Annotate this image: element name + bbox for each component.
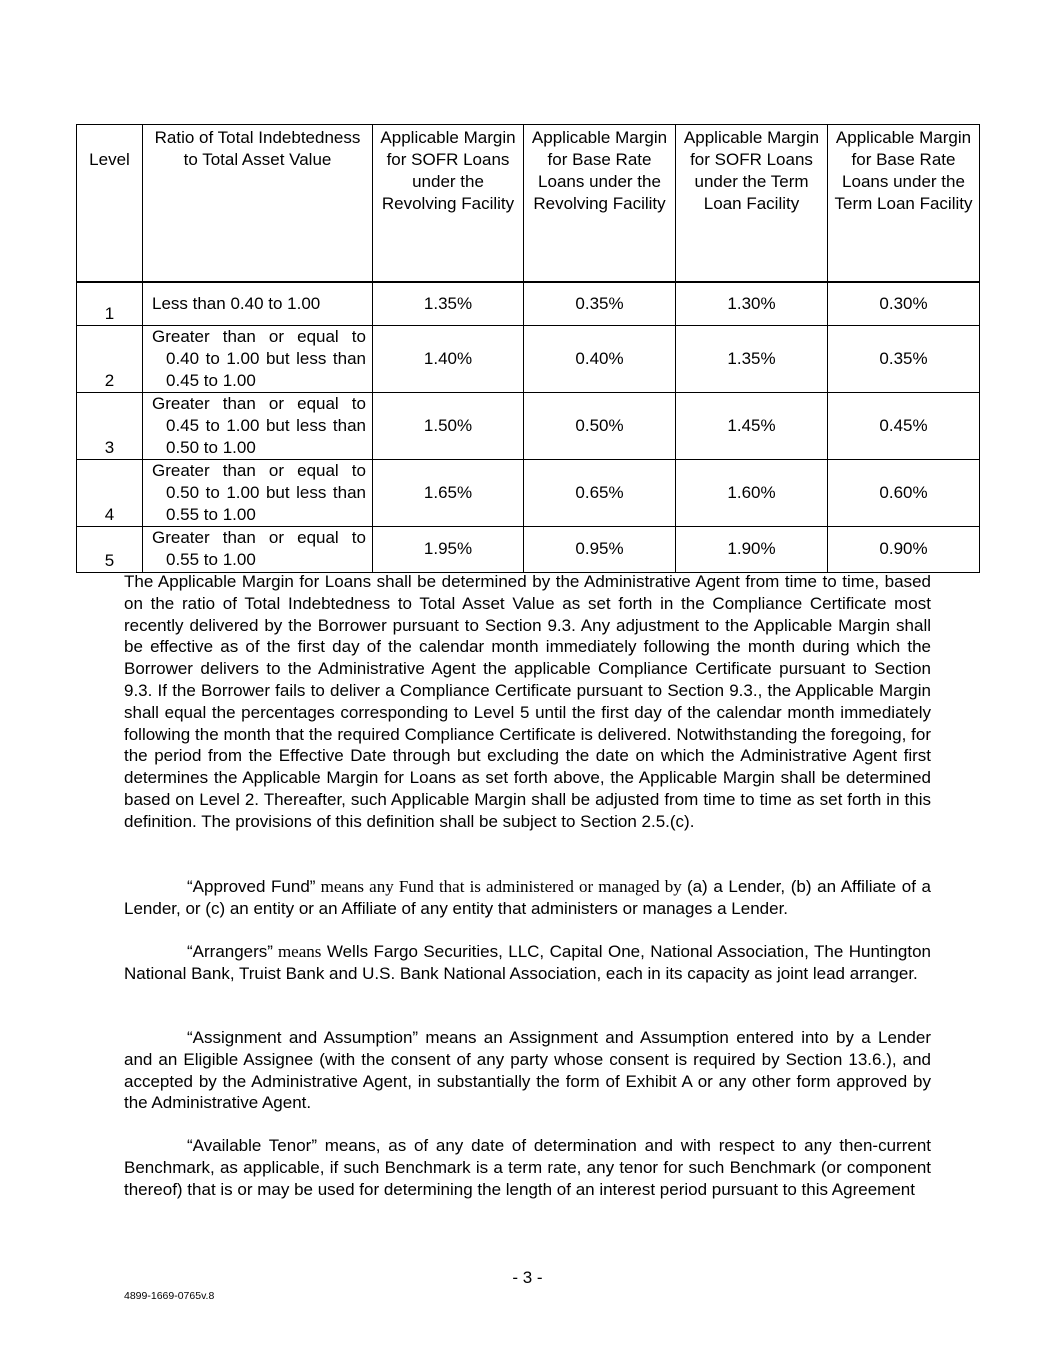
- level-cell: 4: [77, 459, 143, 526]
- page-number: - 3 -: [512, 1268, 543, 1287]
- ratio-text-rest: 0.55 to 1.00: [166, 549, 256, 569]
- ratio-cell: [143, 282, 373, 325]
- base-revolving-cell: 0.65%: [524, 459, 676, 526]
- sofr-term-cell: 1.30%: [676, 282, 828, 325]
- base-revolving-cell: 0.40%: [524, 325, 676, 392]
- assignment-definition: [124, 1027, 931, 1114]
- table-row: [77, 325, 980, 392]
- approved-fund-body: (a) a Lender, (b) an Affiliate of a Lender, or (c) an entity or an Affiliate of any entity that administers or manages a Lender.: [124, 877, 931, 918]
- base-term-cell: 0.35%: [828, 325, 980, 392]
- header-base-revolving: Applicable Margin for Base Rate Loans under the Revolving Facility: [524, 125, 676, 283]
- ratio-text-rest: 0.45 to 1.00 but less than 0.50 to 1.00: [166, 415, 366, 457]
- base-revolving-cell: 0.35%: [524, 282, 676, 325]
- ratio-cell: [143, 325, 373, 392]
- header-base-term: Applicable Margin for Base Rate Loans under the Term Loan Facility: [828, 125, 980, 283]
- arrangers-term: “Arrangers”: [187, 942, 273, 961]
- header-sofr-term: Applicable Margin for SOFR Loans under the Term Loan Facility: [676, 125, 828, 283]
- arrangers-body: Wells Fargo Securities, LLC, Capital One, National Association, The Huntington National Bank, Truist Bank and U.S. Bank National Association, each in its capacity as joint lead arranger.: [124, 942, 931, 983]
- available-tenor-body: means, as of any date of determination and with respect to any then-current Benchmark, as applicable, if such Benchmark is a term rate, any tenor for such Benchmark (or component thereof) that is or may be used for determining the length of an interest period pursuant to this Agreement: [124, 1136, 931, 1199]
- document-id: 4899-1669-0765v.8: [124, 1290, 215, 1302]
- base-revolving-cell: 0.50%: [524, 392, 676, 459]
- table-row: [77, 392, 980, 459]
- base-revolving-cell: 0.95%: [524, 526, 676, 572]
- ratio-text-rest: 0.50 to 1.00 but less than 0.55 to 1.00: [166, 482, 366, 524]
- table-row: [77, 459, 980, 526]
- base-term-cell: 0.90%: [828, 526, 980, 572]
- table-row: [77, 526, 980, 572]
- header-sofr-revolving: Applicable Margin for SOFR Loans under the Revolving Facility: [373, 125, 524, 283]
- sofr-revolving-cell: 1.95%: [373, 526, 524, 572]
- applicable-margin-paragraph: The Applicable Margin for Loans shall be determined by the Administrative Agent from time to time, based on the ratio of Total Indebtedness to Total Asset Value as set forth in the Compliance Certificate most recently delivered by the Borrower pursuant to Section 9.3. Any adjustment to the Applicable Margin shall be effective as of the first day of the calendar month immediately following the month during which the Borrower delivers to the Administrative Agent the applicable Compliance Certificate pursuant to Section 9.3. If the Borrower fails to deliver a Compliance Certificate pursuant to Section 9.3., the Applicable Margin shall equal the percentages corresponding to Level 5 until the first day of the calendar month immediately following the month that the required Compliance Certificate is delivered. Notwithstanding the foregoing, for the period from the Effective Date through but excluding the date on which the Administrative Agent first determines the Applicable Margin for Loans as set forth above, the Applicable Margin shall be determined based on Level 2. Thereafter, such Applicable Margin shall be adjusted from time to time as set forth in this definition. The provisions of this definition shall be subject to Section 2.5.(c).: [124, 572, 931, 831]
- ratio-cell: [143, 526, 373, 572]
- header-level: Level: [77, 125, 143, 283]
- level-cell: 2: [77, 325, 143, 392]
- approved-fund-term: “Approved Fund”: [187, 877, 316, 896]
- base-term-cell: 0.45%: [828, 392, 980, 459]
- ratio-text: Less than 0.40 to 1.00: [152, 293, 321, 313]
- sofr-term-cell: 1.35%: [676, 325, 828, 392]
- ratio-cell: [143, 392, 373, 459]
- table-header-row: [77, 125, 980, 283]
- sofr-term-cell: 1.60%: [676, 459, 828, 526]
- ratio-cell: [143, 459, 373, 526]
- ratio-text-first: Greater than or equal to: [152, 326, 366, 346]
- level-cell: 5: [77, 526, 143, 572]
- sofr-revolving-cell: 1.35%: [373, 282, 524, 325]
- applicable-margin-table: [76, 124, 980, 573]
- sofr-revolving-cell: 1.40%: [373, 325, 524, 392]
- arrangers-definition: [124, 941, 931, 985]
- ratio-text-first: Greater than or equal to: [152, 527, 366, 547]
- base-term-cell: 0.60%: [828, 459, 980, 526]
- ratio-text-rest: 0.40 to 1.00 but less than 0.45 to 1.00: [166, 348, 366, 390]
- sofr-term-cell: 1.90%: [676, 526, 828, 572]
- approved-fund-lead: means any Fund that is administered or managed by: [315, 877, 687, 896]
- table-row: [77, 282, 980, 325]
- sofr-revolving-cell: 1.65%: [373, 459, 524, 526]
- arrangers-lead: means: [272, 942, 322, 961]
- sofr-revolving-cell: 1.50%: [373, 392, 524, 459]
- available-tenor-term: “Available Tenor”: [187, 1136, 317, 1155]
- assignment-term: “Assignment and Assumption”: [187, 1028, 419, 1047]
- level-cell: 3: [77, 392, 143, 459]
- level-cell: 1: [77, 282, 143, 325]
- assignment-body: means an Assignment and Assumption entered into by a Lender and an Eligible Assignee (with the consent of any party whose consent is required by Section 13.6.), and accepted by the Administrative Agent, in substantially the form of Exhibit A or any other form approved by the Administrative Agent.: [124, 1028, 931, 1113]
- ratio-text-first: Greater than or equal to: [152, 393, 366, 413]
- base-term-cell: 0.30%: [828, 282, 980, 325]
- ratio-text-first: Greater than or equal to: [152, 460, 366, 480]
- available-tenor-definition: [124, 1135, 931, 1200]
- header-ratio: Ratio of Total Indebtedness to Total Asset Value: [143, 125, 373, 283]
- sofr-term-cell: 1.45%: [676, 392, 828, 459]
- approved-fund-definition: [124, 876, 931, 920]
